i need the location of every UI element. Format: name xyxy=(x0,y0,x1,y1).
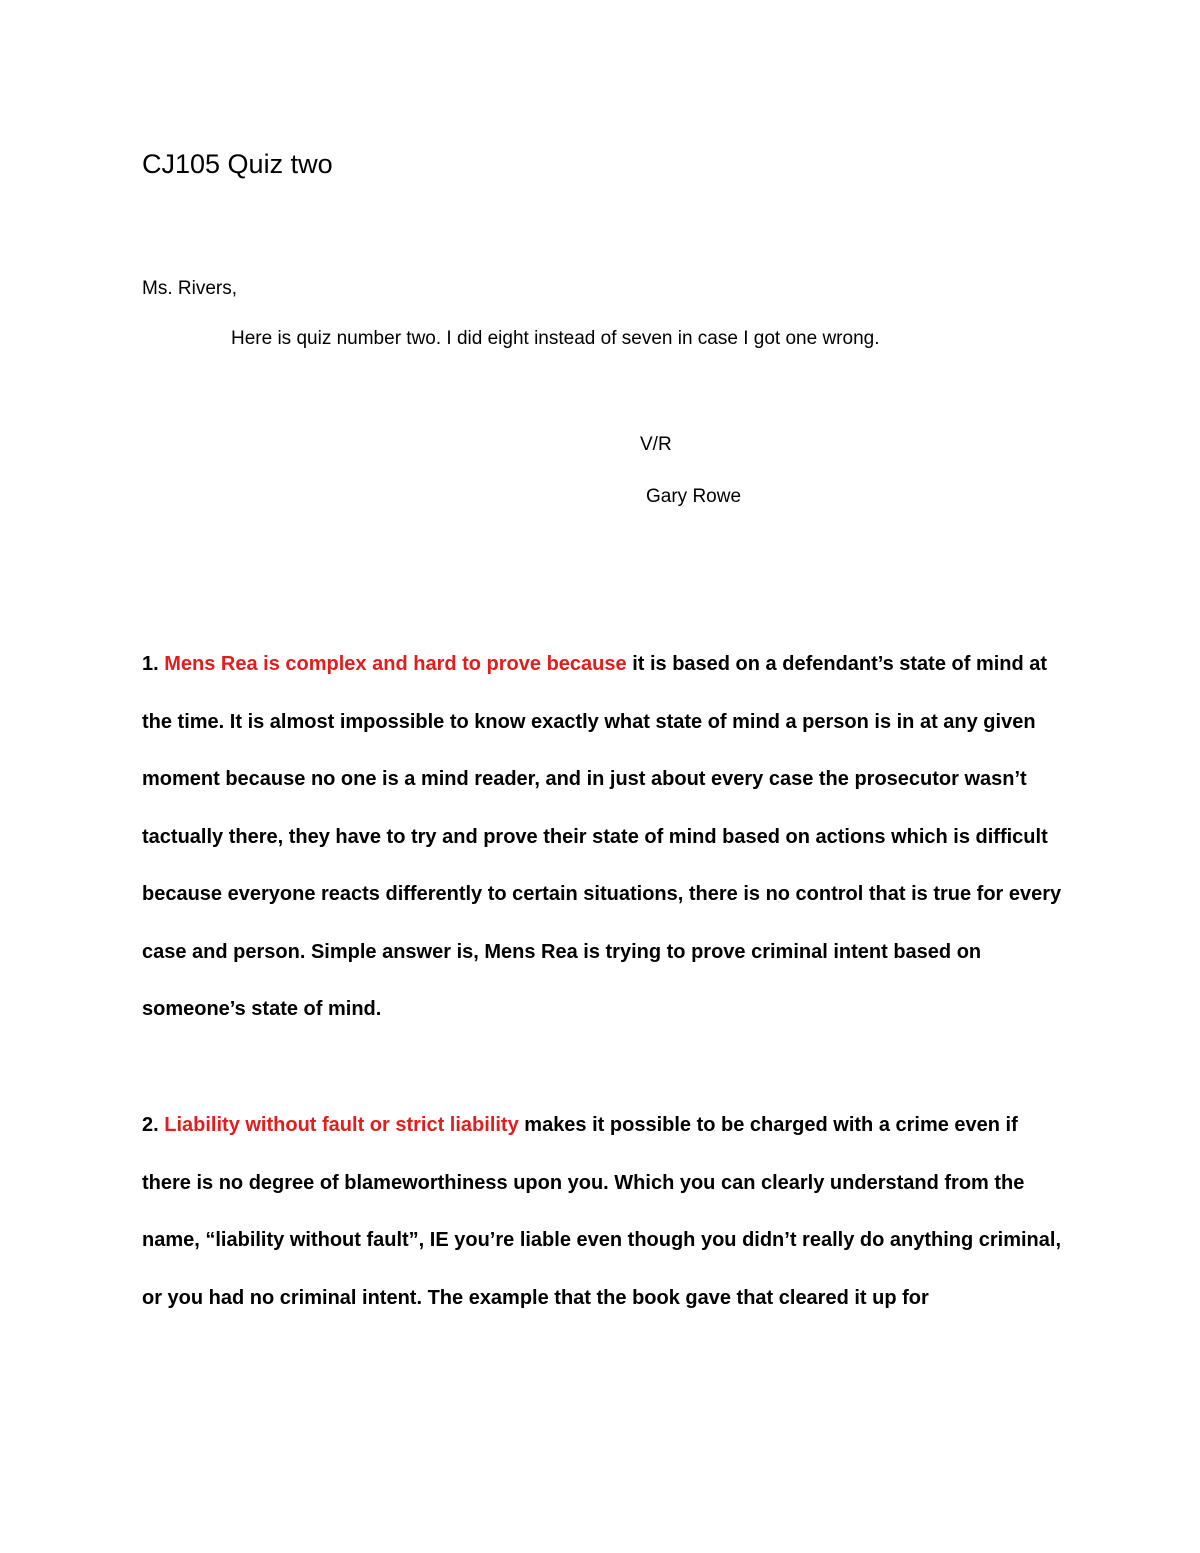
answer-highlight: Liability without fault or strict liability xyxy=(164,1114,519,1136)
answer-highlight: Mens Rea is complex and hard to prove because xyxy=(164,653,627,675)
salutation: Ms. Rivers, xyxy=(142,278,237,299)
closing: V/R xyxy=(640,434,672,455)
document-title: CJ105 Quiz two xyxy=(142,149,333,179)
answer-1 xyxy=(142,636,1062,1039)
answer-text: it is based on a defendant’s state of mind at the time. It is almost impossible to know exactly what state of mind a person is in at any given moment because no one is a mind reader, and in just about every case the prosecutor wasn’t tactually there, they have to try and prove their state of mind based on actions which is difficult because everyone reacts differently to certain situations, there is no control that is true for every case and person. Simple answer is, Mens Rea is trying to prove criminal intent based on someone’s state of mind. xyxy=(142,653,1062,1020)
signature: Gary Rowe xyxy=(646,486,742,507)
answer-number: 1. xyxy=(142,653,159,675)
intro-paragraph: Here is quiz number two. I did eight instead of seven in case I got one wrong. xyxy=(231,328,880,349)
answer-2 xyxy=(142,1097,1062,1327)
answer-text: makes it possible to be charged with a crime even if there is no degree of blameworthiness upon you. Which you can clearly understand from the name, “liability without fault”, IE you’re liable even though you didn’t really do anything criminal, or you had no criminal intent. The example that the book gave that cleared it up for xyxy=(142,1114,1062,1309)
answer-number: 2. xyxy=(142,1114,159,1136)
